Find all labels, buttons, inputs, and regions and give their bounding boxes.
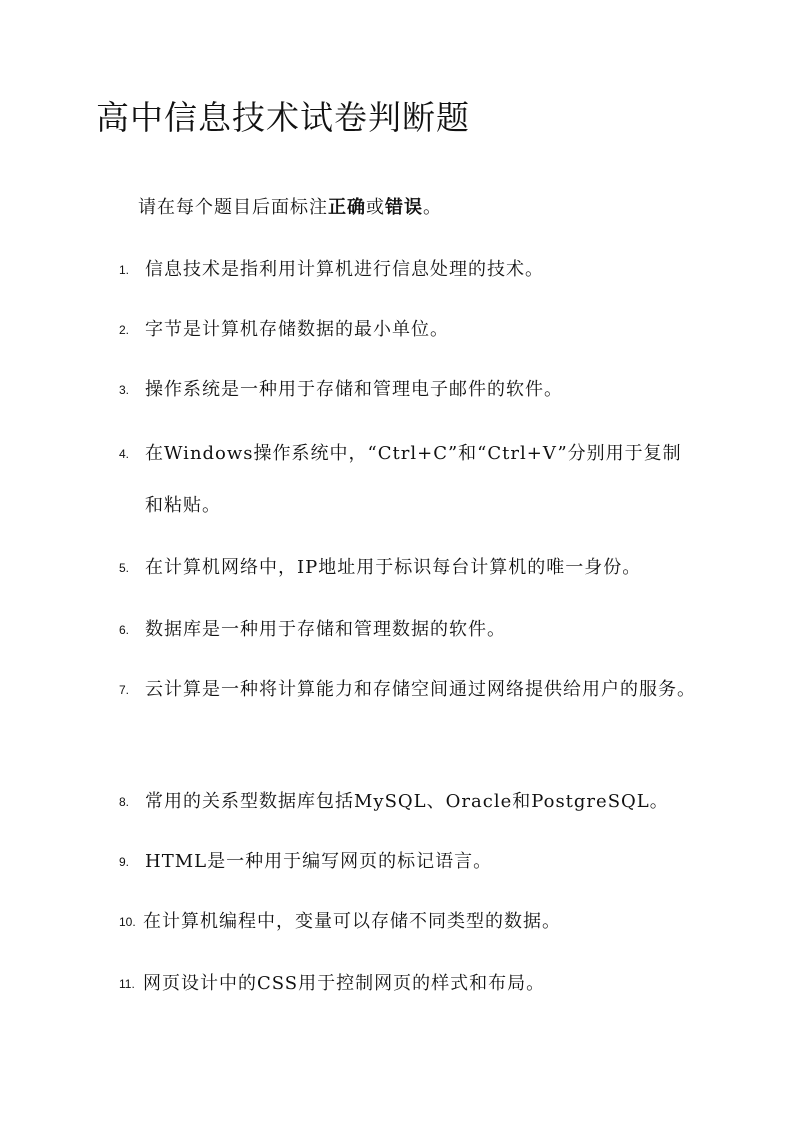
question-number: 3. — [119, 383, 130, 397]
page-title: 高中信息技术试卷判断题 — [96, 98, 470, 137]
question-number: 10. — [119, 915, 136, 929]
question-text: HTML是一种用于编写网页的标记语言。 — [145, 851, 493, 872]
instruction-wrong: 错误 — [385, 197, 423, 218]
instruction-text — [138, 193, 442, 223]
question-text: 数据库是一种用于存储和管理数据的软件。 — [145, 619, 506, 640]
instruction-correct: 正确 — [328, 197, 366, 218]
question-number: 2. — [119, 323, 130, 337]
question-text: 云计算是一种将计算能力和存储空间通过网络提供给用户的服务。 — [145, 679, 696, 700]
question-number: 5. — [119, 561, 130, 575]
instruction-or: 或 — [366, 197, 385, 218]
question-number: 4. — [119, 447, 130, 461]
question-number: 9. — [119, 855, 130, 869]
question-number: 11. — [119, 977, 135, 991]
question-number: 8. — [119, 795, 130, 809]
question-text: 字节是计算机存储数据的最小单位。 — [145, 319, 449, 340]
question-text: 常用的关系型数据库包括MySQL、Oracle和PostgreSQL。 — [145, 791, 669, 812]
question-text: 在计算机网络中，IP地址用于标识每台计算机的唯一身份。 — [145, 557, 642, 578]
question-text: 网页设计中的CSS用于控制网页的样式和布局。 — [143, 973, 546, 994]
question-text: 信息技术是指利用计算机进行信息处理的技术。 — [145, 259, 544, 280]
instruction-suffix: 。 — [423, 197, 442, 218]
question-number: 1. — [119, 263, 130, 277]
question-number: 7. — [119, 683, 130, 697]
question-text: 操作系统是一种用于存储和管理电子邮件的软件。 — [145, 379, 563, 400]
question-text: 在计算机编程中，变量可以存储不同类型的数据。 — [143, 911, 561, 932]
question-number: 6. — [119, 623, 130, 637]
question-text: 在Windows操作系统中，“Ctrl+C”和“Ctrl+V”分别用于复制和粘贴。 — [145, 443, 682, 516]
instruction-prefix: 请在每个题目后面标注 — [138, 197, 328, 218]
